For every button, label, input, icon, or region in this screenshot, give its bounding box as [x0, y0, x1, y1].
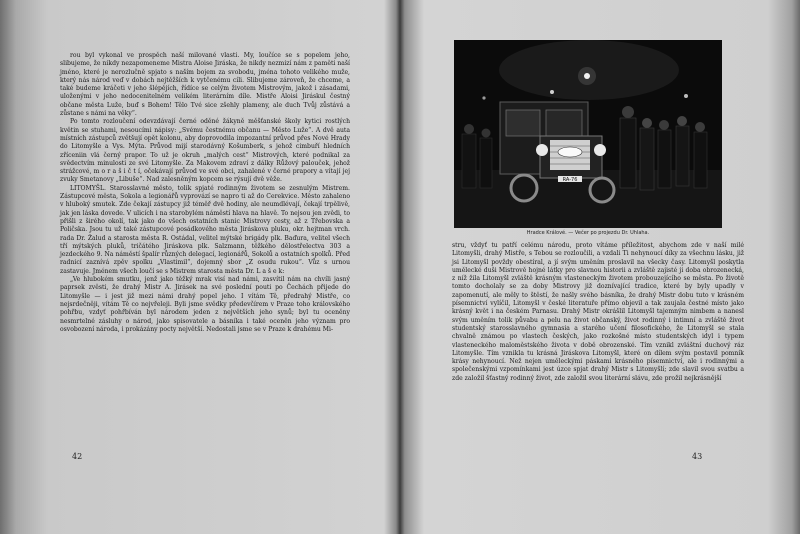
- page-number-right: 43: [692, 452, 703, 461]
- photo-illustration: [454, 40, 722, 228]
- paragraph: rou byl vykonal ve prospěch naší milované vlasti. My, loučíce se s popelem jeho, slibujeme, že nikdy nezapomeneme Mistra Aloise Jiráska, že nikdy nezmizí nám z paměti naší jméno, které je nerozlučně spjato s naším bojem za svobodu, jména tohoto velikého muže, který nás národ veď v dobách nejtěžších k vytčenému cíli. Slibujeme zároveň, že chceme, a také budeme kráčeti v jeho šlépějích, řídíce se celým životem Mistrovým, jakož i zásadami, uloženými v jeho nedocenitelném velikém literárním díle. Mistře Aloisi Jiráskul čestný občane města Luže, buď s Bohem! Tělo Tvé sice zšehly plameny, ale duch Tvůj zůstává a zůstane s námi na věky“.: [60, 52, 350, 118]
- paragraph: „Ve hlubokém smutku, jenž jako těžký mrak visí nad námi, zasvítil nám na chvíli jasný paprsek zvěsti, že drahý Mistr A. Jirásek na své poslední pouti po Čechách přijede do Litomyšle — i jest již mezi námi drahý popel jeho. I vítám Tě, předrahý Mistře, co nejsrdečněji, vítám Tě co nejvřeleji. Byli jsme svědky předevčírem v Praze toho královského pohřbu, vzdyť pohřbíván byl národem jeden z největších jeho synů; byl tu oceněny nesmrtelné zásluhy o národ, jako spisovatele a básníka i také oceněn jeho význam pro osvobození národa, i prokázány pocty největší. Nedostali jsme se v Praze k drahému Mi-: [60, 276, 350, 333]
- right-page-text: [452, 242, 744, 383]
- photo-caption: Hradce Králové. — Večer po projezdu Dr. Uhlaha.: [526, 230, 650, 236]
- night-street-photo: [454, 40, 722, 228]
- paragraph: stru, vždyť tu patří celému národu, proto vítáme příležitost, abychom zde v naší milé Litomyšli, drahý Mistře, s Tebou se rozloučili, a vzdali Ti nehynoucí díky za všechnu lásku, již jsi Litomyšl povždy obestíral, a jí svým uměním proslavil na všecky časy. Litomyšl poskytla umělecké duši Mistrově hojné látky pro slavnou historii a zvláště zajisté ji doba obrozenecká, z níž žila Litomyšl zvláště krásným vlasteneckým životem probouzejícího se města. Po životě tomto docholaly se za doby Mistrovy již doznívající tradice, které by byly upadly v zapomenutí, ale měly to štěstí, že našly svého básníka, že drahý Mistr dobu tuto v krásném písemnictví vylíčil, Litomyšl v české literatuře přímo objevil a tak zaujala čestné místo jako krásný květ i na českém Parnasu. Drahý Mistr okrášlil Litomyšl tajemným nimbem a nanesl svým uměním tolik půvabu a pelu na život občanský, život rodinný i intimní a zvláště život studentský starosslavného gymnasia a starého učení filosofického, že Litomyšl se stala chvalně známou po vlastech českých, jako rozkošné místo studentských idyl i typem vlasteneckého maloměstského života v době obrozenské. Tím vznikl zvláštní duchový ráz Litomyšle. Tím vznikla tu krásná Jiráskova Litomyšl, které on dílem svým postavil pomník krásy nehynoucí. Než nejen uměleckými páskami krásného písemnictví, ale i rodinnými a společenskými vzpomínkami jest úzce spjat drahý Mistr s Litomyšlí; zde slavil svou svatbu a zde založil šťastný rodinný život, zde založil svou literární slávu, zde prožil nejkrásnější: [452, 242, 744, 382]
- left-page-text: [60, 52, 350, 334]
- car-plate: RA-76: [562, 177, 578, 183]
- left-page: [0, 0, 396, 534]
- page-number-left: 42: [72, 452, 83, 461]
- paragraph: LITOMYŠL. Starosslavné město, tolik spjaté rodinným životem se zesnulým Mistrem. Zástupcové města, Sokola a legionářů vyprovází se napro ti až do Cerekvice. Město zahaleno v hluboký smutek. Zde čekají zástupcy již téměř dvě hodiny, ale neumdlévají, čekají trpělivě, jak jen láska dovede. V ulicích i na starobylém náměstí hlava na hlavě. To nejsou jen zvědi, to přišli z širého okolí, tak jako do všech ostatních stanic Mistrovy cesty, až z Třebovska a Poličska. Jsou tu už také zástupcové posádkového města Jiráskova pluku, okr. hejtman vrch. rada Dr. Žalud a starosta města R. Ostádal, velitel mýtské brigády plk. Baďura, velitel všech tří mýtských pluků, tričátého Jiráskova plk. Salzmann, těžkého dělostřelectva 303 a jezdeckého 9. Na náměstí špalír různých delegací, legionářů, Sokolů a ostatních spolků. Před radnicí zaznívá zpěv spolku „Vlastimil“, dojemný sbor „Z osudu rukou“. Vůz s urnou zastavuje. Jménem všech loučí se s Mistrem starosta města Dr. L a š e k:: [60, 184, 350, 275]
- right-page: [400, 0, 800, 534]
- paragraph: Po tomto rozloučení odevzdávají černé oděné žákyně měšťanské školy kytici rostlých květin se stuhami, nesoucími nápisy: „Svému čestnému občanu — Město Luže“. A dvě auta místních zástupců zvětšují opět kolonu, aby doprovodila impozantní průvod přes Nové Hrady do Litomyšle a Vys. Mýta. Průvod mijí starodávný Košumberk, s jehož cimbuří hledních zříceniin vlá černý prapor. To už je okruh „malých cest“ Mistrových, které podnikal za svědectvím minulosti ze své Litomyšle. Za Makovem zdraví z dálky Růžový palouček, jehož strážcové, m o r a š i č t í, očekávají průvod ve své obci, zahalené v černé prapory a vítají jej zvuky Smetanovy „Libuše“. Nad zalesněným kopcem se rýsují dvě věže.: [60, 118, 350, 184]
